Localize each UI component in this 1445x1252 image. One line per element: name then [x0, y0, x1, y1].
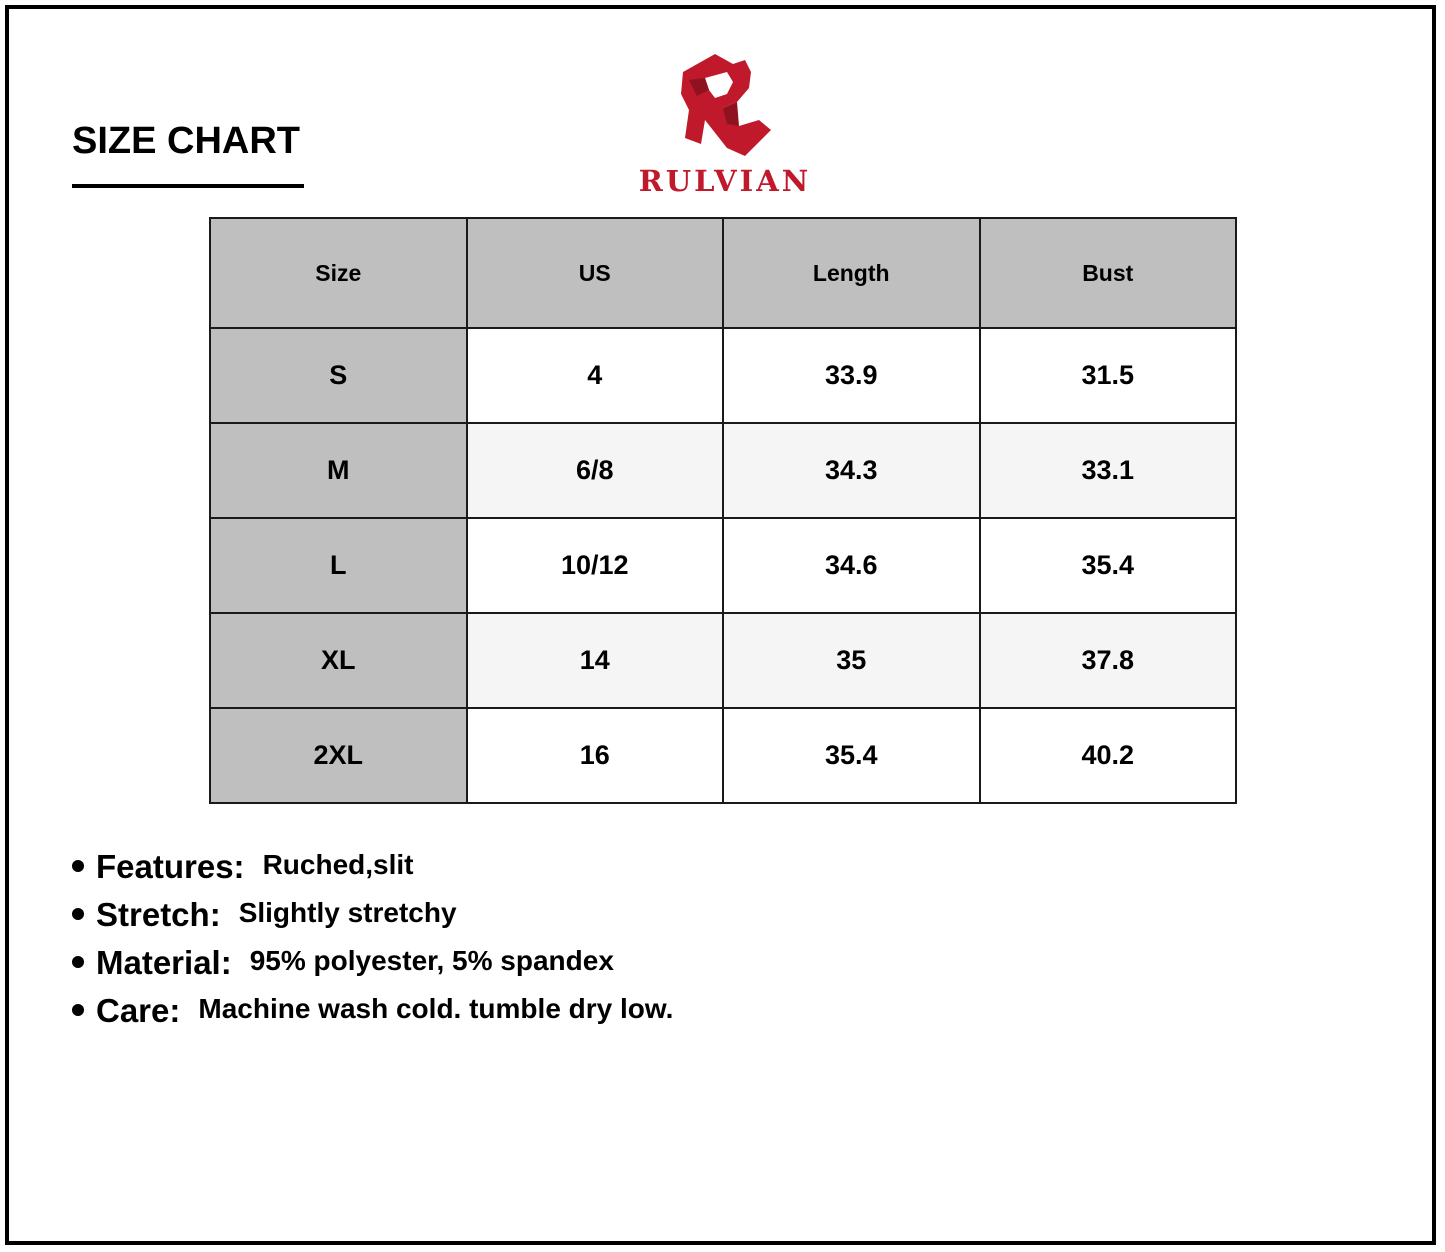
header-size: Size — [210, 218, 467, 328]
feature-item — [72, 896, 673, 944]
title-underline — [72, 184, 304, 188]
feature-item — [72, 944, 673, 992]
cell-us: 4 — [467, 328, 724, 423]
size-table — [209, 217, 1237, 804]
cell-us: 16 — [467, 708, 724, 803]
brand-r-icon — [675, 50, 775, 162]
table-row — [210, 518, 1236, 613]
feature-label: Stretch: — [96, 896, 221, 933]
bullet-icon — [72, 908, 84, 920]
table-header-row — [210, 218, 1236, 328]
feature-value: Slightly stretchy — [238, 897, 457, 928]
header-bust: Bust — [980, 218, 1237, 328]
cell-bust: 31.5 — [980, 328, 1237, 423]
cell-length: 35 — [723, 613, 980, 708]
table-row — [210, 423, 1236, 518]
feature-value: 95% polyester, 5% spandex — [249, 945, 614, 976]
cell-length: 34.6 — [723, 518, 980, 613]
cell-size: L — [210, 518, 467, 613]
cell-length: 35.4 — [723, 708, 980, 803]
bullet-icon — [72, 860, 84, 872]
cell-bust: 40.2 — [980, 708, 1237, 803]
cell-us: 14 — [467, 613, 724, 708]
cell-length: 34.3 — [723, 423, 980, 518]
cell-length: 33.9 — [723, 328, 980, 423]
cell-bust: 33.1 — [980, 423, 1237, 518]
brand-logo — [620, 50, 830, 200]
feature-value: Ruched,slit — [262, 849, 414, 880]
bullet-icon — [72, 956, 84, 968]
feature-list — [72, 848, 673, 1040]
cell-size: M — [210, 423, 467, 518]
header-length: Length — [723, 218, 980, 328]
feature-label: Features: — [96, 848, 245, 885]
feature-label: Care: — [96, 992, 181, 1029]
brand-name: RULVIAN — [638, 164, 812, 198]
page-title: SIZE CHART — [72, 120, 300, 162]
table-row — [210, 708, 1236, 803]
table-row — [210, 613, 1236, 708]
cell-size: 2XL — [210, 708, 467, 803]
cell-us: 10/12 — [467, 518, 724, 613]
cell-bust: 35.4 — [980, 518, 1237, 613]
cell-us: 6/8 — [467, 423, 724, 518]
feature-item — [72, 992, 673, 1040]
feature-value: Machine wash cold. tumble dry low. — [198, 993, 674, 1024]
cell-size: XL — [210, 613, 467, 708]
table-row — [210, 328, 1236, 423]
cell-bust: 37.8 — [980, 613, 1237, 708]
cell-size: S — [210, 328, 467, 423]
header-us: US — [467, 218, 724, 328]
bullet-icon — [72, 1004, 84, 1016]
feature-label: Material: — [96, 944, 232, 981]
feature-item — [72, 848, 673, 896]
